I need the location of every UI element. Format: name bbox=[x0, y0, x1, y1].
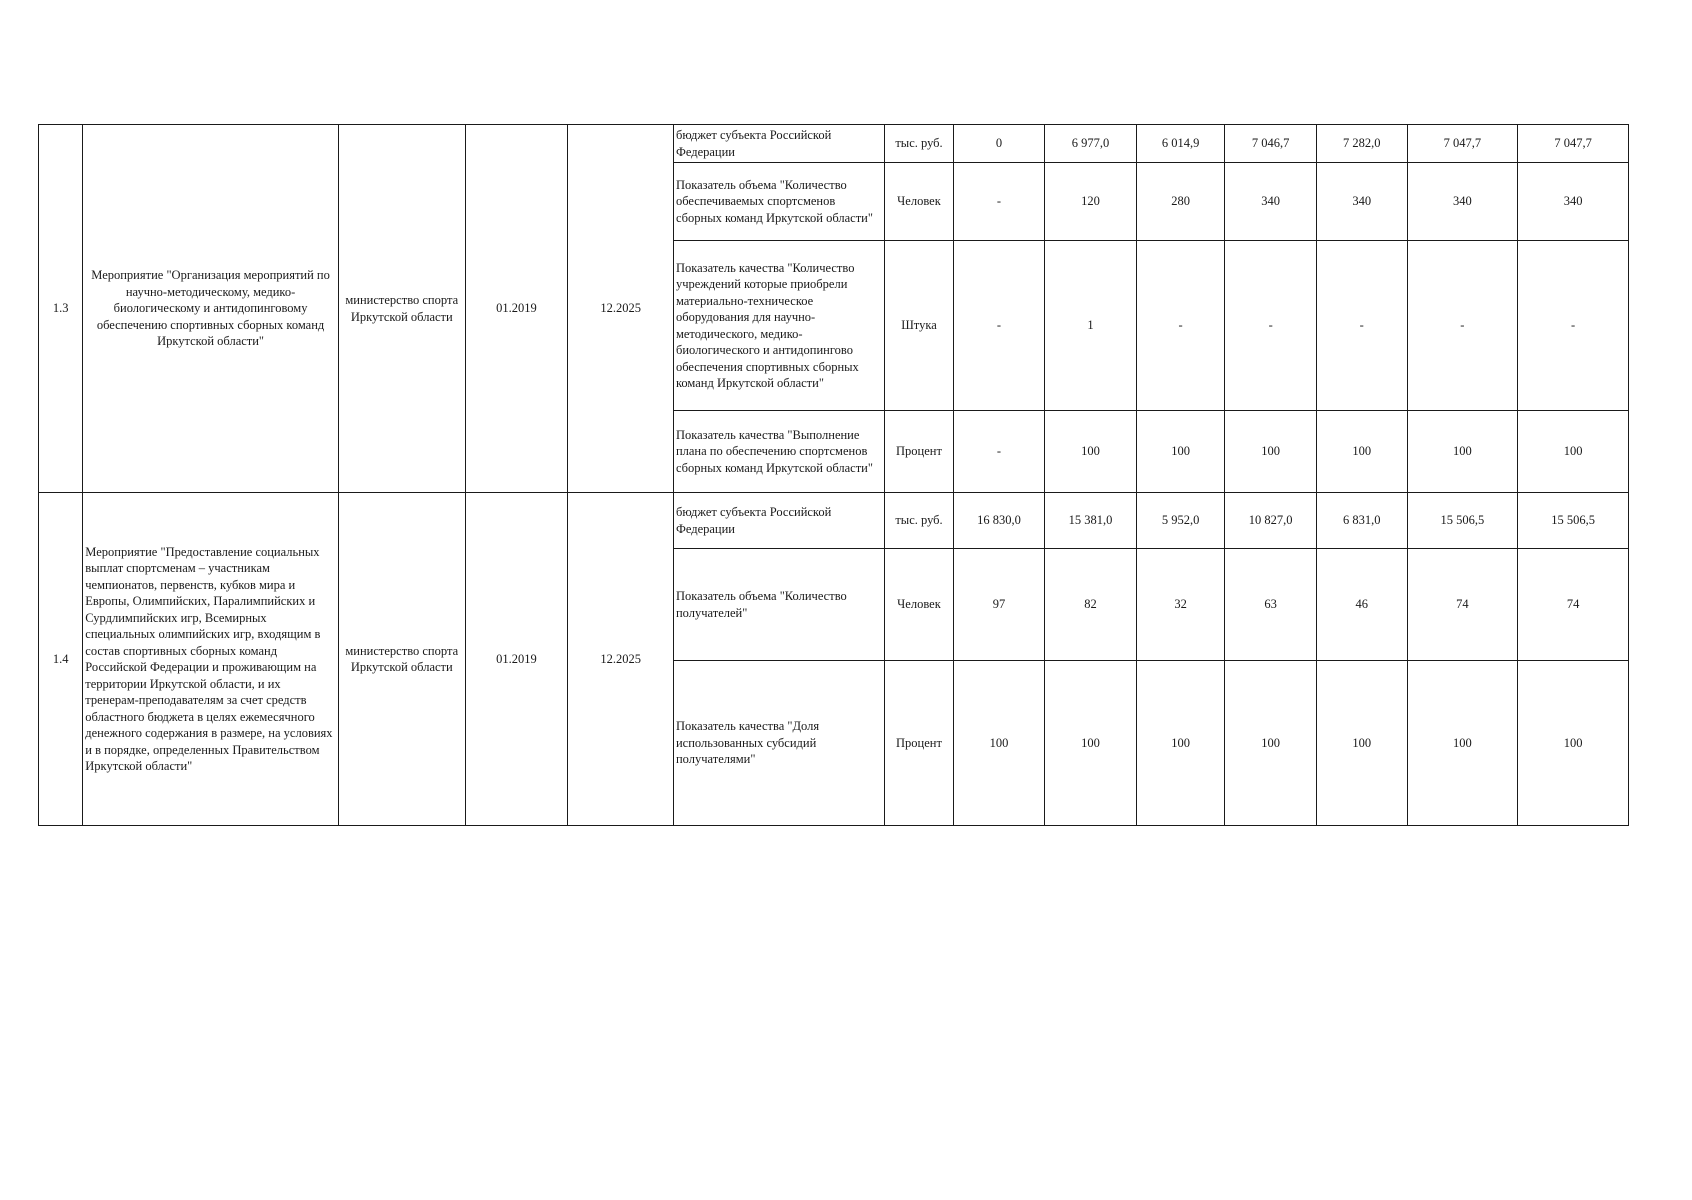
measure-description: Мероприятие "Предоставление социальных выплат спортсменам – участникам чемпионатов, первенств, кубков мира и Европы, Олимпийских, Паралимпийских и Сурдлимпийских игр, Всемирных специальных олимпийских игр, входящим в состав спортивных сборных команд Российской Федерации и проживающим на территории Иркутской области, и их тренерам-преподавателям за счет средств областного бюджета в целях ежемесячного денежного содержания в размере, на условиях и в порядке, определенных Правительством Иркутской области" bbox=[83, 493, 339, 826]
start-date: 01.2019 bbox=[465, 493, 568, 826]
value-cell: 100 bbox=[1136, 661, 1225, 826]
indicator-name: Показатель объема "Количество получателей" bbox=[673, 549, 884, 661]
value-cell: - bbox=[1407, 241, 1518, 411]
indicator-unit: Процент bbox=[885, 661, 953, 826]
indicator-unit: тыс. руб. bbox=[885, 493, 953, 549]
value-cell: 7 047,7 bbox=[1518, 125, 1629, 163]
value-cell: 97 bbox=[953, 549, 1045, 661]
value-cell: 6 831,0 bbox=[1316, 493, 1407, 549]
indicator-unit: Человек bbox=[885, 549, 953, 661]
indicator-name: Показатель объема "Количество обеспечиваемых спортсменов сборных команд Иркутской области" bbox=[673, 163, 884, 241]
value-cell: 74 bbox=[1407, 549, 1518, 661]
value-cell: - bbox=[1225, 241, 1317, 411]
value-cell: - bbox=[1316, 241, 1407, 411]
value-cell: 100 bbox=[1518, 661, 1629, 826]
value-cell: 7 046,7 bbox=[1225, 125, 1317, 163]
start-date: 01.2019 bbox=[465, 125, 568, 493]
executor: министерство спорта Иркутской области bbox=[338, 493, 465, 826]
value-cell: 100 bbox=[1316, 661, 1407, 826]
indicator-name: бюджет субъекта Российской Федерации bbox=[673, 125, 884, 163]
row-number: 1.4 bbox=[39, 493, 83, 826]
value-cell: 340 bbox=[1316, 163, 1407, 241]
value-cell: - bbox=[953, 241, 1045, 411]
end-date: 12.2025 bbox=[568, 493, 674, 826]
value-cell: - bbox=[953, 163, 1045, 241]
value-cell: - bbox=[953, 411, 1045, 493]
indicator-name: Показатель качества "Количество учреждений которые приобрели материально-техническое оборудования для научно-методического, медико-биологического и антидопингово обеспечения спортивных сборных команд Иркутской области" bbox=[673, 241, 884, 411]
value-cell: 15 506,5 bbox=[1518, 493, 1629, 549]
value-cell: 16 830,0 bbox=[953, 493, 1045, 549]
value-cell: 0 bbox=[953, 125, 1045, 163]
indicator-unit: Процент bbox=[885, 411, 953, 493]
value-cell: 100 bbox=[1225, 411, 1317, 493]
value-cell: 74 bbox=[1518, 549, 1629, 661]
value-cell: - bbox=[1136, 241, 1225, 411]
row-number: 1.3 bbox=[39, 125, 83, 493]
indicator-name: бюджет субъекта Российской Федерации bbox=[673, 493, 884, 549]
value-cell: 82 bbox=[1045, 549, 1137, 661]
value-cell: 100 bbox=[1136, 411, 1225, 493]
indicator-name: Показатель качества "Выполнение плана по обеспечению спортсменов сборных команд Иркутской области" bbox=[673, 411, 884, 493]
value-cell: 15 506,5 bbox=[1407, 493, 1518, 549]
table-row bbox=[39, 493, 1629, 549]
value-cell: 100 bbox=[1045, 411, 1137, 493]
value-cell: 100 bbox=[1045, 661, 1137, 826]
value-cell: 100 bbox=[1407, 661, 1518, 826]
table-row bbox=[39, 125, 1629, 163]
value-cell: 7 282,0 bbox=[1316, 125, 1407, 163]
value-cell: 100 bbox=[1316, 411, 1407, 493]
value-cell: 10 827,0 bbox=[1225, 493, 1317, 549]
value-cell: 32 bbox=[1136, 549, 1225, 661]
indicator-unit: тыс. руб. bbox=[885, 125, 953, 163]
value-cell: 340 bbox=[1225, 163, 1317, 241]
value-cell: 1 bbox=[1045, 241, 1137, 411]
indicator-name: Показатель качества "Доля использованных субсидий получателями" bbox=[673, 661, 884, 826]
indicator-unit: Человек bbox=[885, 163, 953, 241]
value-cell: 15 381,0 bbox=[1045, 493, 1137, 549]
value-cell: 100 bbox=[953, 661, 1045, 826]
value-cell: 46 bbox=[1316, 549, 1407, 661]
value-cell: - bbox=[1518, 241, 1629, 411]
value-cell: 120 bbox=[1045, 163, 1137, 241]
value-cell: 100 bbox=[1407, 411, 1518, 493]
value-cell: 100 bbox=[1518, 411, 1629, 493]
value-cell: 63 bbox=[1225, 549, 1317, 661]
value-cell: 5 952,0 bbox=[1136, 493, 1225, 549]
value-cell: 340 bbox=[1407, 163, 1518, 241]
indicator-unit: Штука bbox=[885, 241, 953, 411]
measure-description: Мероприятие "Организация мероприятий по научно-методическому, медико-биологическому и антидопинговому обеспечению спортивных сборных команд Иркутской области" bbox=[83, 125, 339, 493]
value-cell: 100 bbox=[1225, 661, 1317, 826]
value-cell: 7 047,7 bbox=[1407, 125, 1518, 163]
end-date: 12.2025 bbox=[568, 125, 674, 493]
value-cell: 6 977,0 bbox=[1045, 125, 1137, 163]
value-cell: 340 bbox=[1518, 163, 1629, 241]
program-measures-table bbox=[38, 124, 1629, 826]
executor: министерство спорта Иркутской области bbox=[338, 125, 465, 493]
value-cell: 6 014,9 bbox=[1136, 125, 1225, 163]
value-cell: 280 bbox=[1136, 163, 1225, 241]
